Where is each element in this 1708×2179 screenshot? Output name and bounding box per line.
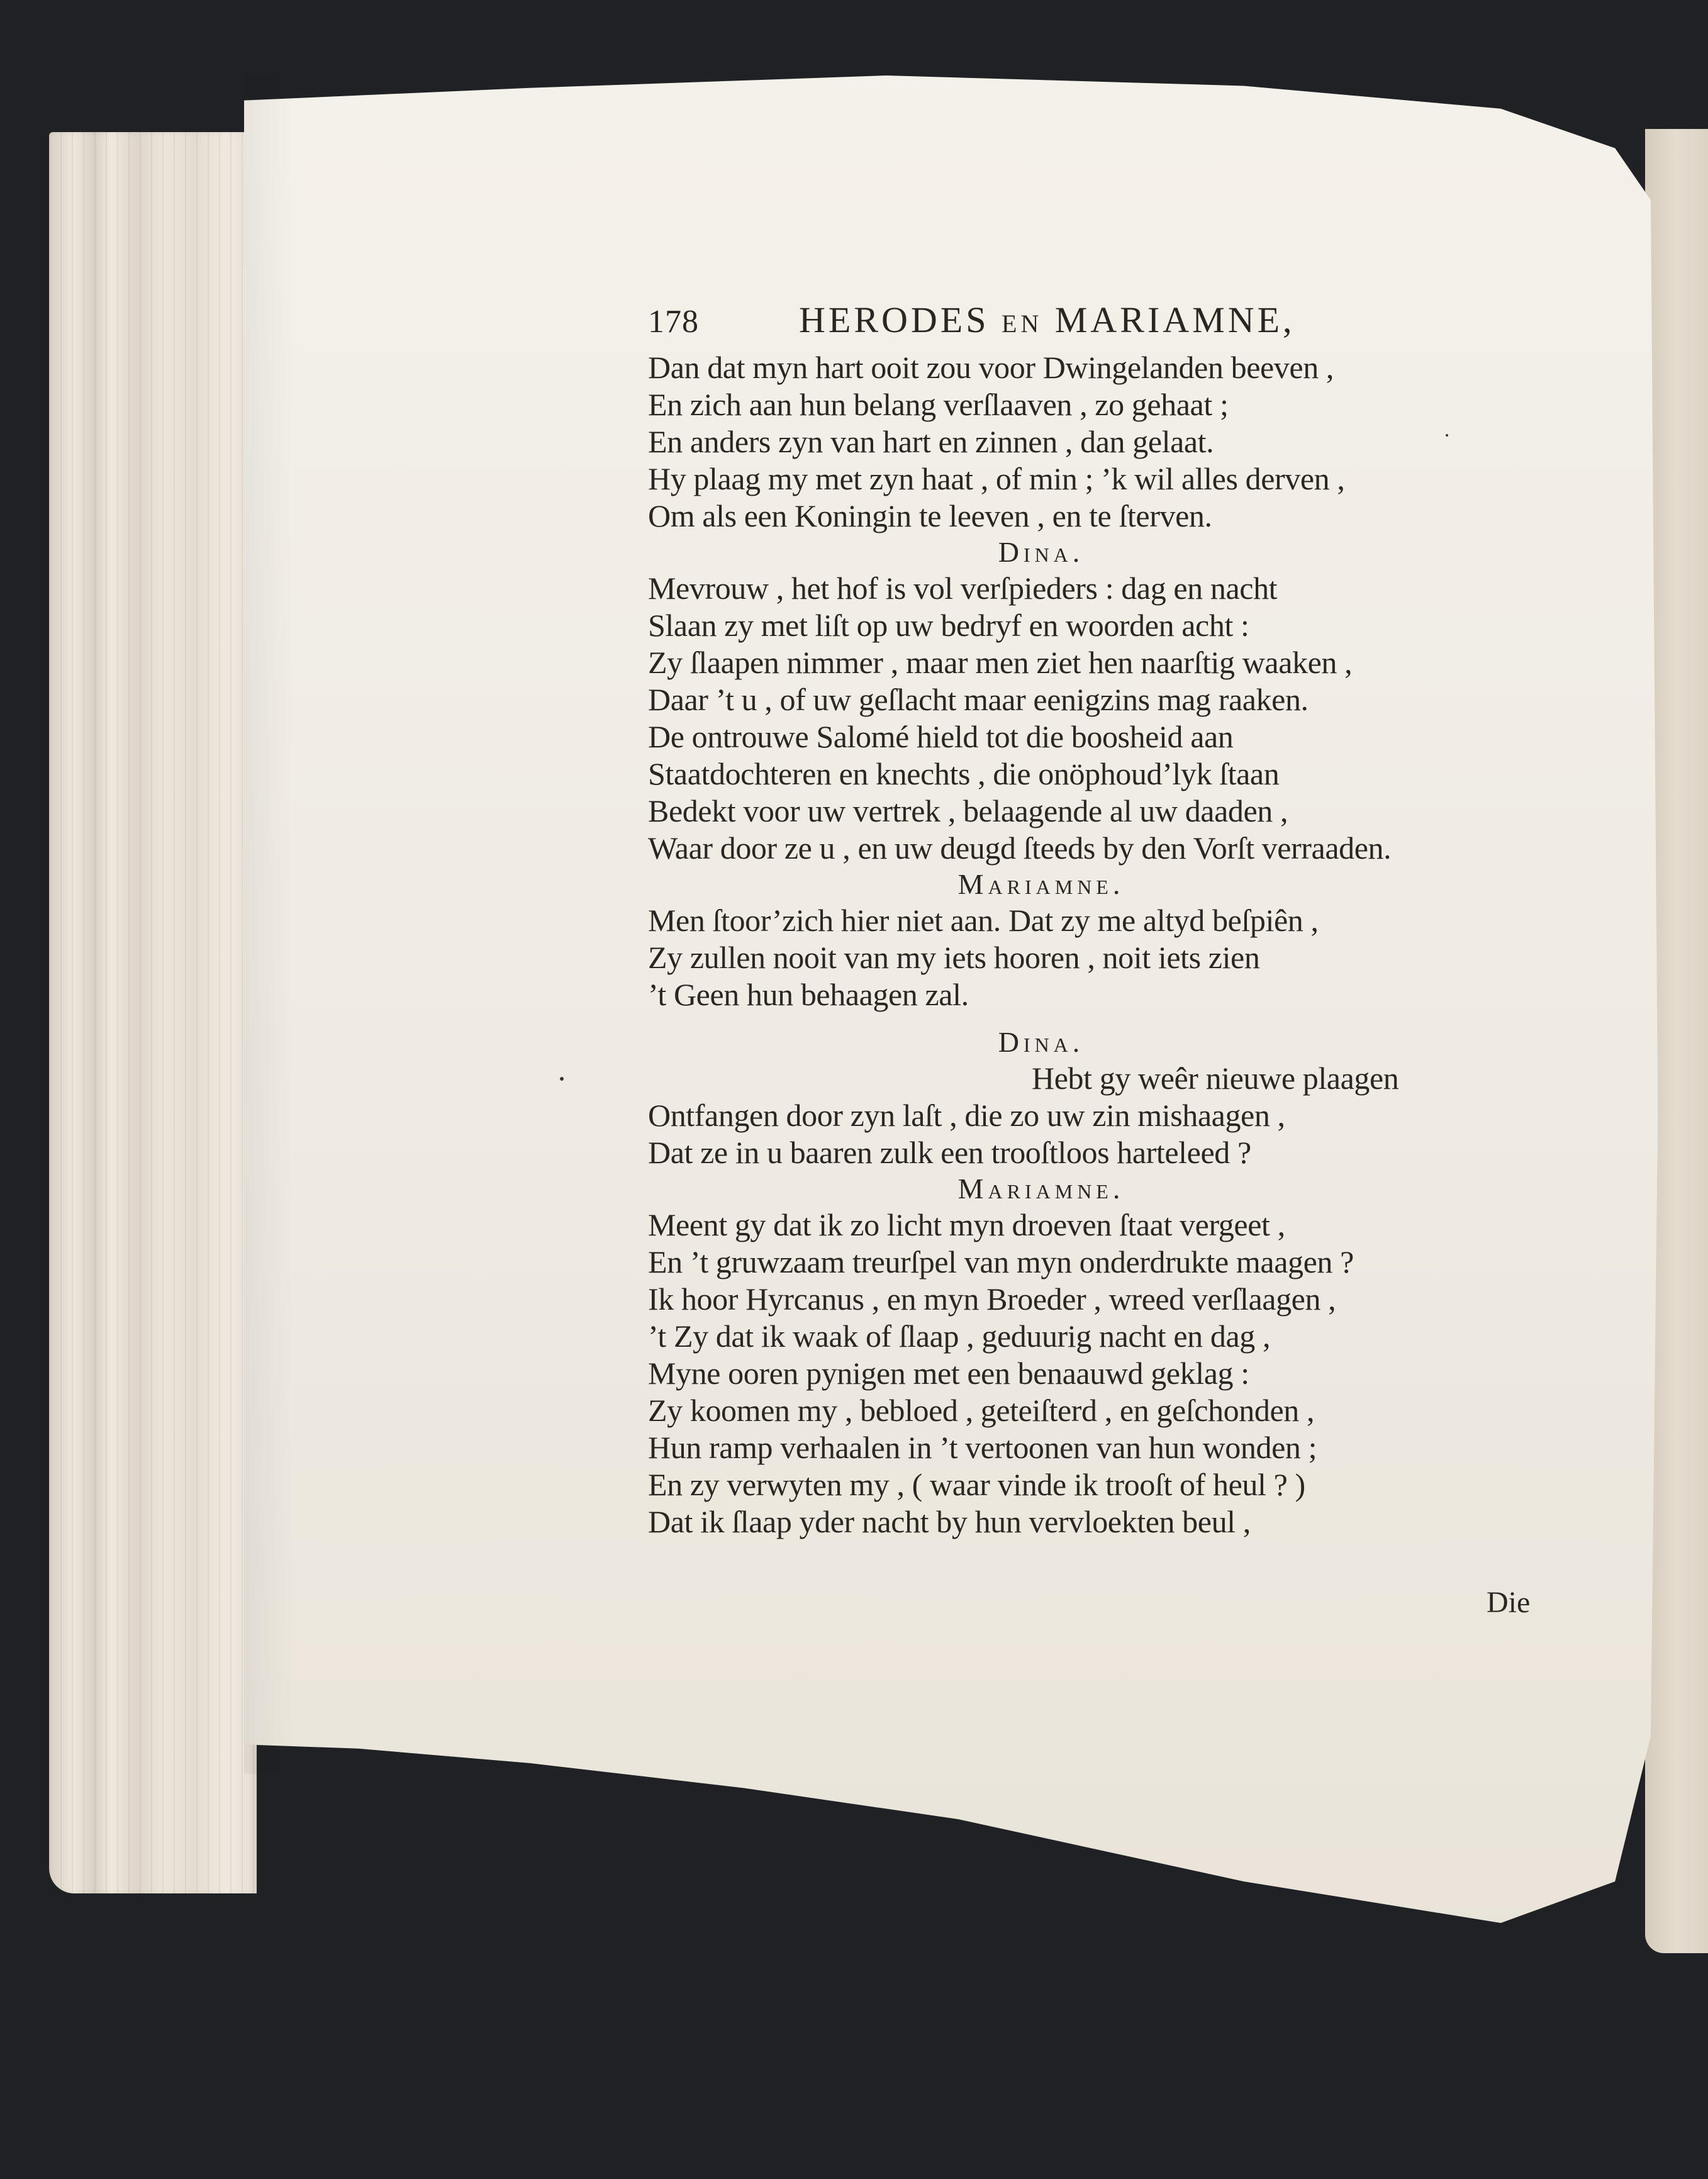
verse-line: Bedekt voor uw vertrek , belaagende al uw daaden ,	[648, 793, 1288, 828]
title-herodes: HERODES	[799, 299, 990, 340]
book-page-edges	[49, 132, 257, 1893]
gutter-shadow	[244, 75, 294, 1774]
running-title	[799, 299, 1295, 341]
running-head	[648, 299, 1529, 349]
verse-line: Dan dat myn hart ooit zou voor Dwingelanden beeven ,	[648, 350, 1334, 385]
verse-line: Meent gy dat ik zo licht myn droeven ſtaat vergeet ,	[648, 1207, 1285, 1242]
title-mariamne: MARIAMNE,	[1054, 299, 1295, 340]
verse-line: ’t Geen hun behaagen zal.	[648, 977, 969, 1012]
verse-line: Mevrouw , het hof is vol verſpieders : dag en nacht	[648, 571, 1278, 606]
verse-line: Slaan zy met liſt op uw bedryf en woorden acht :	[648, 608, 1249, 643]
verse-line: En zy verwyten my , ( waar vinde ik trooſt of heul ? )	[648, 1467, 1305, 1502]
verse-line: En zich aan hun belang verſlaaven , zo gehaat ;	[648, 387, 1229, 422]
speaker-heading-mariamne: Mariamne.	[957, 868, 1125, 900]
verse-line: Dat ik ſlaap yder nacht by hun vervloekten beul ,	[648, 1504, 1251, 1539]
verse-line: Zy ſlaapen nimmer , maar men ziet hen naarſtig waaken ,	[648, 645, 1353, 680]
speaker-heading-dina: Dina.	[998, 1026, 1085, 1058]
verse-line: Waar door ze u , en uw deugd ſteeds by den Vorſt verraaden.	[648, 830, 1392, 866]
page-number: 178	[648, 304, 699, 340]
verse-line: ’t Zy dat ik waak of ſlaap , geduurig nacht en dag ,	[648, 1318, 1271, 1354]
page-text	[648, 299, 1529, 1541]
verse-line: Hun ramp verhaalen in ’t vertoonen van hun wonden ;	[648, 1430, 1317, 1465]
verse-line: Zy zullen nooit van my iets hooren , noit iets zien	[648, 940, 1260, 975]
verse-line: Zy koomen my , bebloed , geteiſterd , en geſchonden ,	[648, 1393, 1315, 1428]
title-en: EN	[1001, 309, 1043, 338]
page-edge-lines	[49, 132, 257, 1893]
verse-line-indented: Hebt gy weêr nieuwe plaagen	[1032, 1061, 1399, 1096]
verse-line: Myne ooren pynigen met een benaauwd geklag :	[648, 1356, 1249, 1391]
verse-line: Dat ze in u baaren zulk een trooſtloos harteleed ?	[648, 1135, 1251, 1170]
verse-line: Ontfangen door zyn laſt , die zo uw zin mishaagen ,	[648, 1098, 1285, 1133]
speaker-heading-dina: Dina.	[998, 536, 1085, 568]
catchword: Die	[1487, 1586, 1531, 1619]
verse-line: En ’t gruwzaam treurſpel van myn onderdrukte maagen ?	[648, 1244, 1354, 1279]
verse-line: Ik hoor Hyrcanus , en myn Broeder , wreed verſlaagen ,	[648, 1281, 1336, 1317]
verse-line: En anders zyn van hart en zinnen , dan gelaat.	[648, 424, 1214, 459]
verse-line: Om als een Koningin te leeven , en te ſterven.	[648, 498, 1212, 533]
paper-speck	[560, 1077, 564, 1081]
verse-line: Men ſtoor’zich hier niet aan. Dat zy me altyd beſpiên ,	[648, 903, 1319, 938]
verse-line: Hy plaag my met zyn haat , of min ; ’k wil alles derven ,	[648, 461, 1345, 496]
speaker-heading-mariamne: Mariamne.	[957, 1173, 1125, 1205]
verse-line: Daar ’t u , of uw geſlacht maar eenigzins mag raaken.	[648, 682, 1309, 717]
verse-line: De ontrouwe Salomé hield tot die boosheid aan	[648, 719, 1234, 754]
verse-line: Staatdochteren en knechts , die onöphoud’lyk ſtaan	[648, 756, 1280, 791]
